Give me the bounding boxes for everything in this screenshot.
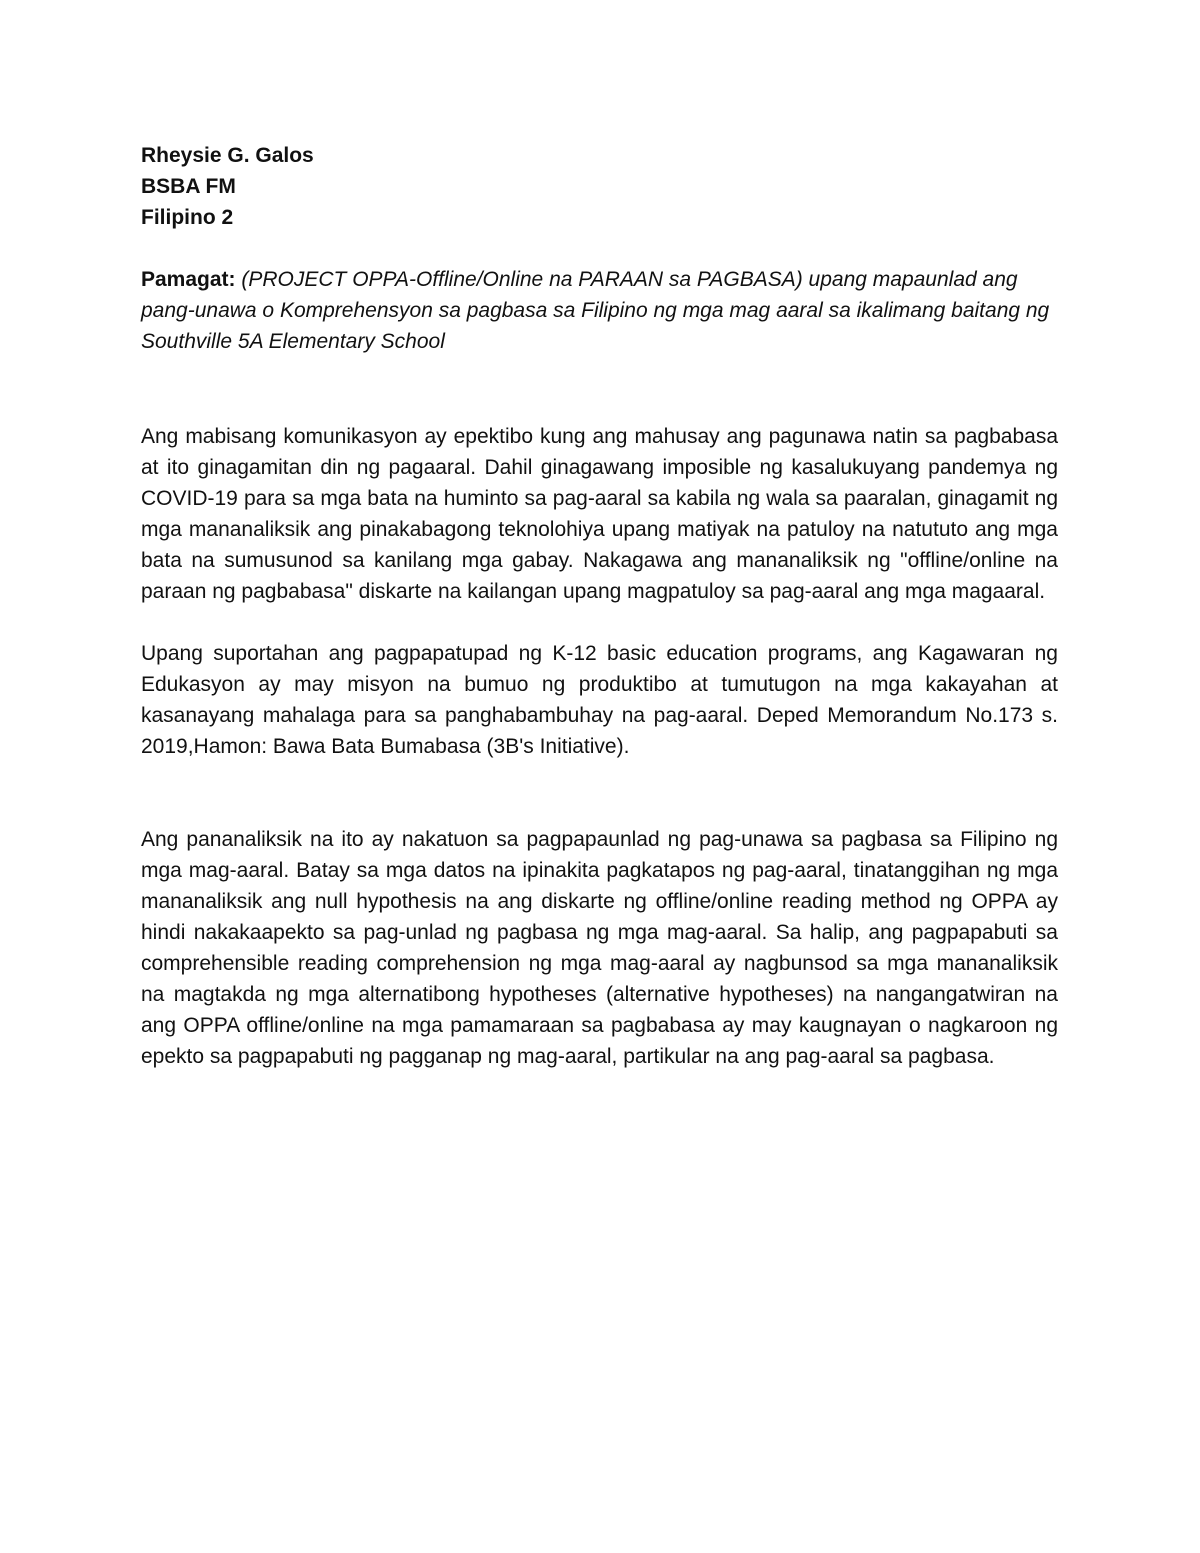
author-name: Rheysie G. Galos bbox=[141, 144, 314, 167]
paragraph-2: Upang suportahan ang pagpapatupad ng K-12 basic education programs, ang Kagawaran ng Edukasyon ay may misyon na bumuo ng produktibo at tumutugon na mga kakayahan at kasanayang mahalaga para sa panghabambuhay na pag-aaral. Deped Memorandum No.173 s. 2019,Hamon: Bawa Bata Bumabasa (3B's Initiative). bbox=[141, 642, 1058, 758]
title-block bbox=[141, 264, 1058, 357]
title-label: Pamagat: bbox=[141, 268, 236, 291]
course-label: BSBA FM bbox=[141, 175, 236, 198]
title-text: (PROJECT OPPA-Offline/Online na PARAAN sa PAGBASA) upang mapaunlad ang pang-unawa o Komprehensyon sa pagbasa sa Filipino ng mga mag aaral sa ikalimang baitang ng Southville 5A Elementary School bbox=[141, 268, 1050, 353]
subject-label: Filipino 2 bbox=[141, 206, 234, 229]
paragraph-3: Ang pananaliksik na ito ay nakatuon sa pagpapaunlad ng pag-unawa sa pagbasa sa Filipino ng mga mag-aaral. Batay sa mga datos na ipinakita pagkatapos ng pag-aaral, tinatanggihan ng mga mananaliksik ang null hypothesis na ang diskarte ng offline/online reading method ng OPPA ay hindi nakakaapekto sa pag-unlad ng pagbasa ng mga mag-aaral. Sa halip, ang pagpapabuti sa comprehensible reading comprehension ng mga mag-aaral ay nagbunsod sa mga mananaliksik na magtakda ng mga alternatibong hypotheses (alternative hypotheses) na nangangatwiran na ang OPPA offline/online na mga pamamaraan sa pagbabasa ay may kaugnayan o nagkaroon ng epekto sa pagpapabuti ng pagganap ng mag-aaral, partikular na ang pag-aaral sa pagbasa. bbox=[141, 828, 1058, 1068]
document-page bbox=[141, 140, 1058, 1072]
paragraph-1: Ang mabisang komunikasyon ay epektibo kung ang mahusay ang pagunawa natin sa pagbabasa at ito ginagamitan din ng pagaaral. Dahil ginagawang imposible ng kasalukuyang pandemya ng COVID-19 para sa mga bata na huminto sa pag-aaral sa kabila ng wala sa paaralan, ginagamit ng mga mananaliksik ang pinakabagong teknolohiya upang matiyak na patuloy na natututo ang mga bata na sumusunod sa kanilang mga gabay. Nakagawa ang mananaliksik ng "offline/online na paraan ng pagbabasa" diskarte na kailangan upang magpatuloy sa pag-aaral ang mga magaaral. bbox=[141, 425, 1058, 603]
